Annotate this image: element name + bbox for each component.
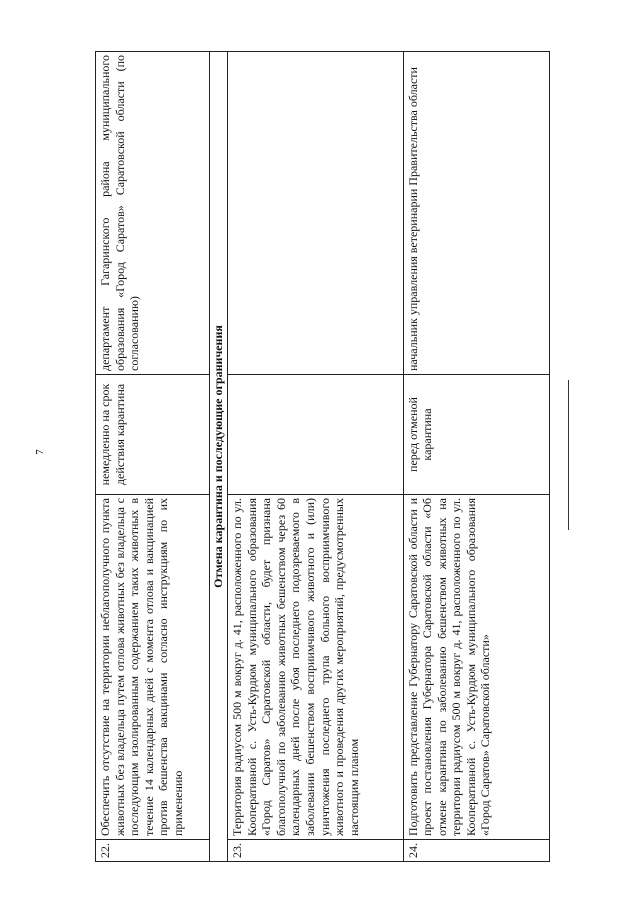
row-term: перед отменой карантина xyxy=(403,375,549,495)
row-event: Обеспечить отсутствие на территории неблагополучного пункта животных без владельца путем отлова животных без владельца с последующим изолированным содержанием таких животных в течение 14 календарных дней с момента отлова и вакцинацией против бешенства вакцинами согласно инструкциям по их применению xyxy=(96,495,210,840)
table-row xyxy=(403,52,549,862)
section-header: Отмена карантина и последующие ограничения xyxy=(210,52,228,862)
row-term xyxy=(227,375,403,495)
row-number: 22. xyxy=(96,840,210,862)
section-header-row xyxy=(210,52,228,862)
row-event: Подготовить представление Губернатору Саратовской области и проект постановления Губернатора Саратовской области «Об отмене карантина по заболеванию бешенством животных на территории радиусом 500 м вокруг д. 41, расположенного по ул. Кооперативной с. Усть-Курдюм муниципального образования «Город Саратов» Саратовской области» xyxy=(403,495,549,840)
row-term: немедленно на срок действия карантина xyxy=(96,375,210,495)
row-responsible xyxy=(227,52,403,375)
footer-divider xyxy=(568,380,569,530)
table-row xyxy=(227,52,403,862)
row-number: 23. xyxy=(227,840,403,862)
table-row xyxy=(96,52,210,862)
row-responsible: начальник управления ветеринарии Правительства области xyxy=(403,52,549,375)
page-number: 7 xyxy=(34,449,46,455)
row-event: Территория радиусом 500 м вокруг д. 41, расположенного по ул. Кооперативной с. Усть-Курдюм муниципального образования «Город Саратов» Саратовской области, будет признана благополучной по заболеванию животных бешенством через 60 календарных дней после убоя последнего подозреваемого в заболевании бешенством восприимчивого животного и (или) уничтожения последнего трупа больного восприимчивого животного и проведения других мероприятий, предусмотренных настоящим планом xyxy=(227,495,403,840)
row-number: 24. xyxy=(403,840,549,862)
quarantine-plan-table xyxy=(95,51,550,862)
row-responsible: департамент Гагаринского района муниципального образования «Город Саратов» Саратовской области (по согласованию) xyxy=(96,52,210,375)
